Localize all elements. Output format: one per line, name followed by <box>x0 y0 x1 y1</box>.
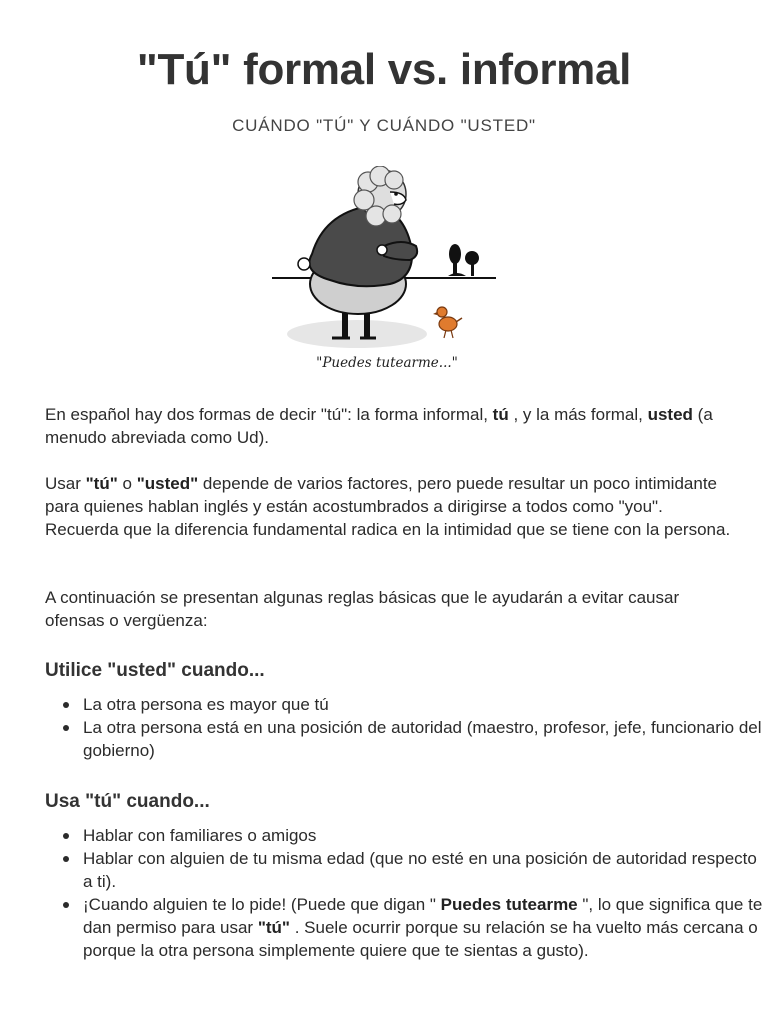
usted-rules-list <box>45 693 763 762</box>
bird-illustration <box>433 307 462 338</box>
list-item: Hablar con familiares o amigos <box>83 824 763 847</box>
tu-rules-list <box>45 824 763 962</box>
cartoon-illustration <box>272 166 498 378</box>
illustration-caption: "Puedes tutearme..." <box>316 355 458 371</box>
intro-paragraph-2: Usar "tú" o "usted" depende de varios factores, pero puede resultar un poco intimidante para quienes hablan inglés y están acostumbrados a dirigirse a todos como "you". Recuerda que la diferencia fundamental radica en la intimidad que se tiene con la persona. <box>45 474 731 539</box>
intro-paragraph-1: En español hay dos formas de decir "tú": la forma informal, tú , y la más formal, usted (a menudo abreviada como Ud). <box>45 405 713 447</box>
term-usted: usted <box>647 405 693 424</box>
page-subtitle: CUÁNDO "TÚ" Y CUÁNDO "USTED" <box>232 116 536 135</box>
character-hand <box>377 245 387 255</box>
tree-silhouettes <box>448 244 479 276</box>
character-hand-left <box>298 258 310 270</box>
intro-paragraph-3: A continuación se presentan algunas reglas básicas que le ayudarán a evitar causar ofensas o vergüenza: <box>45 588 680 630</box>
phrase-puedes-tutearme: Puedes tutearme <box>440 895 578 914</box>
term-tu: tú <box>492 405 509 424</box>
page-title: "Tú" formal vs. informal <box>136 45 632 94</box>
list-item: La otra persona está en una posición de autoridad (maestro, profesor, jefe, funcionario del gobierno) <box>83 718 762 760</box>
list-item: Hablar con alguien de tu misma edad (que no esté en una posición de autoridad respecto a ti). <box>83 847 763 893</box>
list-item: ¡Cuando alguien te lo pide! (Puede que digan " Puedes tutearme ", lo que significa que te dan permiso para usar "tú" . Suele ocurrir porque su relación se ha vuelto más cercana o porque la otra persona simplemente quiere que te sientas a gusto). <box>83 895 763 960</box>
usted-section-heading: Utilice "usted" cuando... <box>45 660 265 681</box>
term-tu-quoted: "tú" <box>257 918 290 937</box>
tu-section-heading: Usa "tú" cuando... <box>45 791 210 812</box>
ground-shadow <box>287 320 427 348</box>
term-usted-quoted: "usted" <box>136 474 199 493</box>
term-tu-quoted: "tú" <box>85 474 118 493</box>
cartoon-svg <box>272 166 498 378</box>
character-arm <box>384 242 417 260</box>
list-item: La otra persona es mayor que tú <box>83 693 763 716</box>
